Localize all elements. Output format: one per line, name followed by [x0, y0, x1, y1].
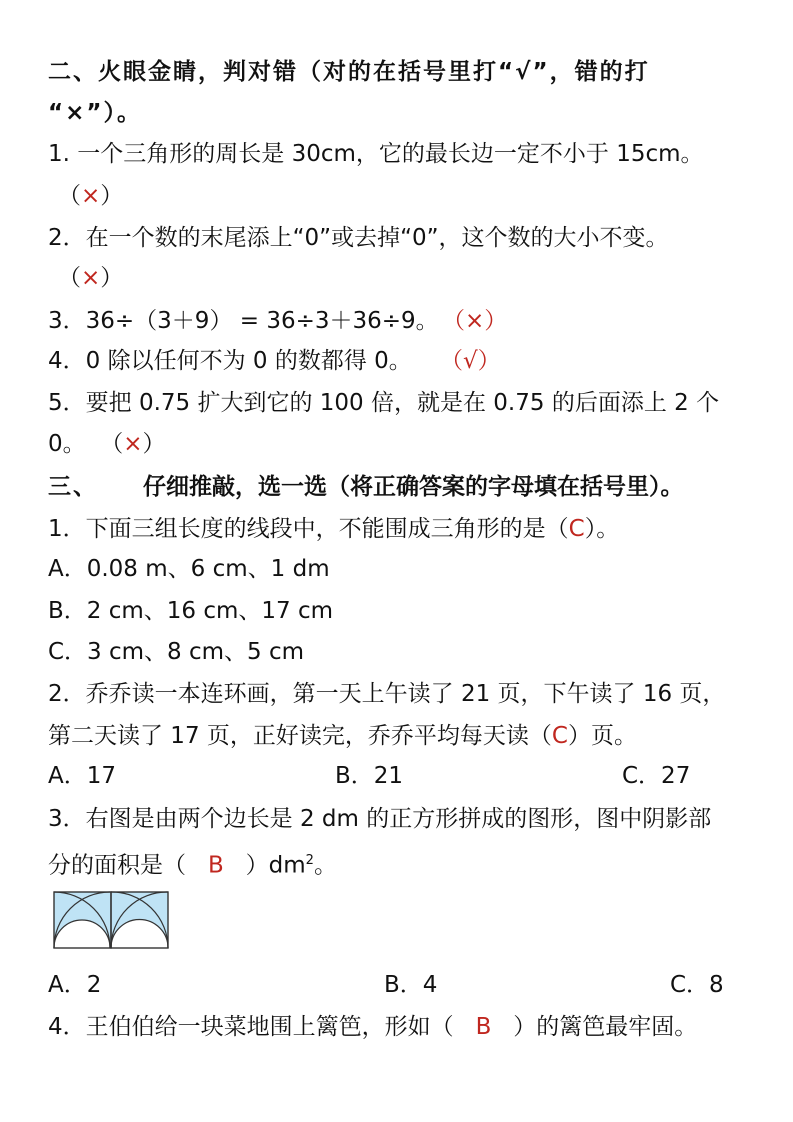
- s2-q3-text: 3．36÷（3＋9） = 36÷3＋36÷9。: [48, 308, 439, 334]
- s3-q3-option-a: A．2: [48, 972, 102, 998]
- section3-title-num: 三、: [48, 474, 98, 500]
- bracket-close: ）: [142, 431, 166, 457]
- s3-q1-stem: 1．下面三组长度的线段中，不能围成三角形的是（: [48, 516, 569, 542]
- s2-q2-answer: [58, 262, 123, 294]
- section2-title-line2: “×”）。: [48, 100, 143, 126]
- s3-q4-tail: ）的篱笆最牢固。: [513, 1014, 698, 1040]
- s3-q2-option-c: C．27: [622, 763, 691, 789]
- s3-q1-option-b: B．2 cm、16 cm、17 cm: [48, 598, 334, 624]
- section2-title-line1: 二、火眼金睛，判对错（对的在括号里打“√”，错的打: [48, 59, 650, 85]
- s3-q3-option-c: C．8: [670, 972, 724, 998]
- s3-q2-option-a: A．17: [48, 763, 117, 789]
- s3-q3-line2: [48, 845, 337, 882]
- s2-q5-line2: [48, 428, 166, 460]
- s3-q3-option-b: B．4: [384, 972, 438, 998]
- s3-q1-option-c: C．3 cm、8 cm、5 cm: [48, 639, 305, 665]
- s2-q3-answer: （×）: [442, 308, 508, 334]
- s3-q3-unit: ）dm: [245, 852, 306, 879]
- section3-title-text: 仔细推敲，选一选（将正确答案的字母填在括号里）。: [143, 474, 684, 500]
- answer-letter: C: [551, 723, 568, 749]
- s2-q4-answer: （√）: [440, 348, 501, 374]
- answer-mark: ×: [81, 183, 101, 209]
- s3-q3-stem: 分的面积是（: [48, 852, 186, 879]
- s3-q2-line2: [48, 720, 637, 752]
- s3-q3-line1: 3．右图是由两个边长是 2 dm 的正方形拼成的图形，图中阴影部: [48, 806, 712, 832]
- s3-q4-stem: 4．王伯伯给一块菜地围上篱笆，形如（: [48, 1014, 454, 1040]
- s2-q5-tail: 0。: [48, 431, 86, 457]
- bracket-close: ）: [100, 265, 124, 291]
- s3-q1-text: [48, 513, 619, 545]
- bracket-open: （: [58, 183, 81, 209]
- s3-q2-stem: 第二天读了 17 页，正好读完，乔乔平均每天读（: [48, 723, 552, 749]
- s2-q2-text: 2．在一个数的末尾添上“0”或去掉“0”，这个数的大小不变。: [48, 225, 669, 251]
- answer-mark: ×: [81, 265, 101, 291]
- s3-q1-option-a: A．0.08 m、6 cm、1 dm: [48, 556, 330, 582]
- bracket-open: （: [58, 265, 81, 291]
- s2-q1-answer: [58, 180, 123, 212]
- answer-mark: ×: [123, 431, 143, 457]
- s3-q2-option-b: B．21: [335, 763, 404, 789]
- s3-q4-text: [48, 1011, 697, 1043]
- bracket-open: （: [100, 431, 124, 457]
- s3-q2-line1: 2．乔乔读一本连环画，第一天上午读了 21 页，下午读了 16 页，: [48, 681, 726, 707]
- answer-letter: B: [207, 852, 224, 879]
- answer-letter: C: [568, 516, 585, 542]
- s2-q1-text: 1. 一个三角形的周长是 30cm，它的最长边一定不小于 15cm。: [48, 141, 704, 167]
- answer-letter: B: [475, 1014, 492, 1040]
- s3-q2-tail: ）页。: [567, 723, 637, 749]
- s3-q1-tail: ）。: [584, 516, 620, 542]
- s2-q5-line1: 5．要把 0.75 扩大到它的 100 倍，就是在 0.75 的后面添上 2 个: [48, 390, 720, 416]
- s3-q3-unit-exponent: 2: [305, 853, 314, 868]
- shaded-squares-figure: [53, 891, 169, 949]
- s2-q4-text: 4．0 除以任何不为 0 的数都得 0。: [48, 348, 412, 374]
- bracket-close: ）: [100, 183, 124, 209]
- s3-q3-end: 。: [313, 852, 337, 879]
